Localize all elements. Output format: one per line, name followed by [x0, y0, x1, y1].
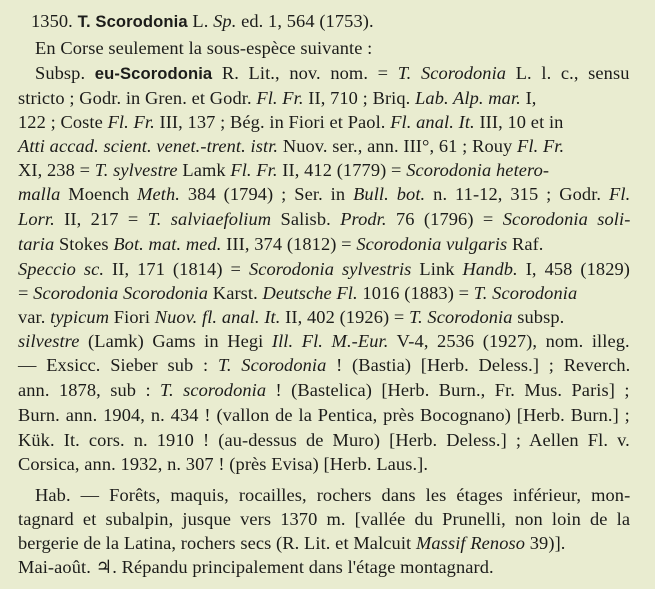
text-segment: = — [18, 283, 34, 303]
italic-text: Scorodonia sylvestris — [248, 259, 412, 279]
text-segment: subsp. — [512, 307, 565, 327]
taxon-name: T. Scorodonia — [77, 12, 188, 31]
italic-text: Scorodonia hetero- — [406, 160, 550, 180]
text-line — [18, 532, 566, 555]
text-segment: Hab. — Forêts, maquis, rocailles, rochers dans les étages inférieur, mon- — [35, 485, 631, 505]
italic-text: T. Scorodonia — [397, 63, 507, 83]
text-segment: Lamk — [177, 160, 231, 180]
italic-text: taria — [18, 234, 55, 254]
text-line — [18, 330, 630, 353]
italic-text: Meth. — [137, 184, 180, 204]
taxon-name: eu-Scorodonia — [94, 64, 213, 83]
text-segment: Moench — [60, 184, 138, 204]
italic-text: Bull. bot. — [353, 184, 426, 204]
text-segment: Karst. — [208, 283, 263, 303]
italic-text: Massif Renoso — [415, 533, 526, 553]
text-line — [18, 306, 564, 329]
italic-text: Scorodonia soli- — [502, 209, 631, 229]
text-segment: 1350. — [31, 11, 78, 31]
italic-text: Fl. Fr. — [517, 136, 565, 156]
text-segment: I, — [520, 88, 537, 108]
italic-text: Lorr. — [18, 209, 55, 229]
italic-text: Nuov. fl. anal. It. — [154, 307, 281, 327]
italic-text: Fl. Fr. — [256, 88, 304, 108]
text-line — [18, 453, 428, 476]
italic-text: T. Scorodonia — [473, 283, 578, 303]
text-segment: Raf. — [507, 234, 544, 254]
italic-text: T. Scorodonia — [409, 307, 513, 327]
italic-text: T. Scorodonia — [217, 355, 327, 375]
italic-text: Prodr. — [340, 209, 387, 229]
text-segment: 122 ; Coste — [18, 112, 108, 132]
italic-text: Atti accad. scient. venet.-trent. istr. — [18, 136, 279, 156]
italic-text: T. salviaefolium — [147, 209, 272, 229]
italic-text: Scorodonia Scorodonia — [33, 283, 209, 303]
text-line — [35, 484, 630, 507]
text-line — [18, 233, 544, 256]
text-segment: V-4, 2536 (1927), nom. illeg. — [388, 331, 630, 351]
text-line — [18, 87, 537, 110]
text-segment: Kük. It. cors. n. 1910 ! (au-dessus de Muro) [Herb. Deless.] ; Aellen Fl. v. — [18, 430, 630, 450]
text-segment: XI, 238 = — [18, 160, 95, 180]
text-line — [18, 429, 630, 452]
italic-text: Sp. — [213, 11, 237, 31]
text-segment: tagnard et subalpin, jusque vers 1370 m. [vallée du Prunelli, non loin de la — [18, 509, 631, 529]
italic-text: Handb. — [462, 259, 518, 279]
text-segment: var. — [18, 307, 51, 327]
text-segment: III, 137 ; Bég. in Fiori et Paol. — [154, 112, 391, 132]
text-segment: bergerie de la Latina, rochers secs (R. Lit. et Malcuit — [18, 533, 416, 553]
text-segment: Corsica, ann. 1932, n. 307 ! (près Evisa) [Herb. Laus.]. — [18, 454, 429, 474]
text-line — [18, 208, 630, 231]
text-line — [18, 556, 494, 579]
text-segment: Mai-août. ♃. Répandu principalement dans l'étage montagnard. — [18, 557, 494, 577]
italic-text: Fl. — [609, 184, 631, 204]
text-line — [18, 379, 630, 402]
text-line — [18, 282, 577, 305]
italic-text: T. scorodonia — [160, 380, 267, 400]
text-segment: ann. 1878, sub : — [18, 380, 161, 400]
italic-text: Deutsche Fl. — [262, 283, 358, 303]
text-segment: n. 11-12, 315 ; Godr. — [425, 184, 610, 204]
text-line — [18, 159, 549, 182]
italic-text: Bot. mat. med. — [113, 234, 222, 254]
text-segment: En Corse seulement la sous-espèce suivante : — [35, 38, 373, 58]
text-segment: ! (Bastelica) [Herb. Burn., Fr. Mus. Paris] ; — [266, 380, 630, 400]
text-line — [18, 258, 630, 281]
text-segment: 39)]. — [525, 533, 566, 553]
text-segment: II, 171 (1814) = — [104, 259, 249, 279]
text-line — [18, 183, 630, 206]
text-line — [18, 404, 630, 427]
text-segment: I, 458 (1829) — [517, 259, 631, 279]
text-segment: III, 374 (1812) = — [221, 234, 357, 254]
italic-text: Lab. Alp. mar. — [415, 88, 521, 108]
text-segment: II, 402 (1926) = — [280, 307, 410, 327]
text-segment: ed. 1, 564 (1753). — [236, 11, 374, 31]
text-segment: 384 (1794) ; Ser. in — [179, 184, 354, 204]
italic-text: Fl. Fr. — [107, 112, 155, 132]
text-segment: — Exsicc. Sieber sub : — [18, 355, 218, 375]
text-segment: II, 710 ; Briq. — [303, 88, 416, 108]
italic-text: Fl. anal. It. — [390, 112, 475, 132]
text-segment: 1016 (1883) = — [357, 283, 474, 303]
italic-text: typicum — [50, 307, 110, 327]
text-segment: Stokes — [54, 234, 114, 254]
text-segment: II, 412 (1779) = — [277, 160, 407, 180]
text-segment: Fiori — [109, 307, 155, 327]
italic-text: Fl. Fr. — [230, 160, 278, 180]
text-line — [18, 135, 564, 158]
text-segment: stricto ; Godr. in Gren. et Godr. — [18, 88, 257, 108]
text-segment: L. — [187, 11, 214, 31]
text-segment: Burn. ann. 1904, n. 434 ! (vallon de la Pentica, près Bocognano) [Herb. Burn.] ; — [18, 405, 630, 425]
text-line — [31, 10, 374, 33]
text-segment: ! (Bastia) [Herb. Deless.] ; Reverch. — [326, 355, 631, 375]
text-segment: Salisb. — [271, 209, 341, 229]
italic-text: malla — [18, 184, 61, 204]
italic-text: Scorodonia vulgaris — [356, 234, 508, 254]
text-segment: Subsp. — [35, 63, 95, 83]
text-segment: R. Lit., nov. nom. = — [212, 63, 398, 83]
text-line — [18, 508, 630, 531]
text-line — [35, 37, 372, 60]
text-segment: (Lamk) Gams in Hegi — [79, 331, 272, 351]
text-segment: III, 10 et in — [474, 112, 564, 132]
text-segment: Nuov. ser., ann. III°, 61 ; Rouy — [278, 136, 518, 156]
italic-text: silvestre — [18, 331, 80, 351]
text-segment: Link — [411, 259, 463, 279]
text-segment: L. l. c., sensu — [506, 63, 630, 83]
text-line — [18, 111, 563, 134]
text-segment: 76 (1796) = — [386, 209, 503, 229]
text-segment: II, 217 = — [54, 209, 148, 229]
text-line — [35, 62, 630, 85]
text-line — [18, 354, 630, 377]
italic-text: T. sylvestre — [94, 160, 178, 180]
italic-text: Speccio sc. — [18, 259, 105, 279]
italic-text: Ill. Fl. M.-Eur. — [271, 331, 389, 351]
